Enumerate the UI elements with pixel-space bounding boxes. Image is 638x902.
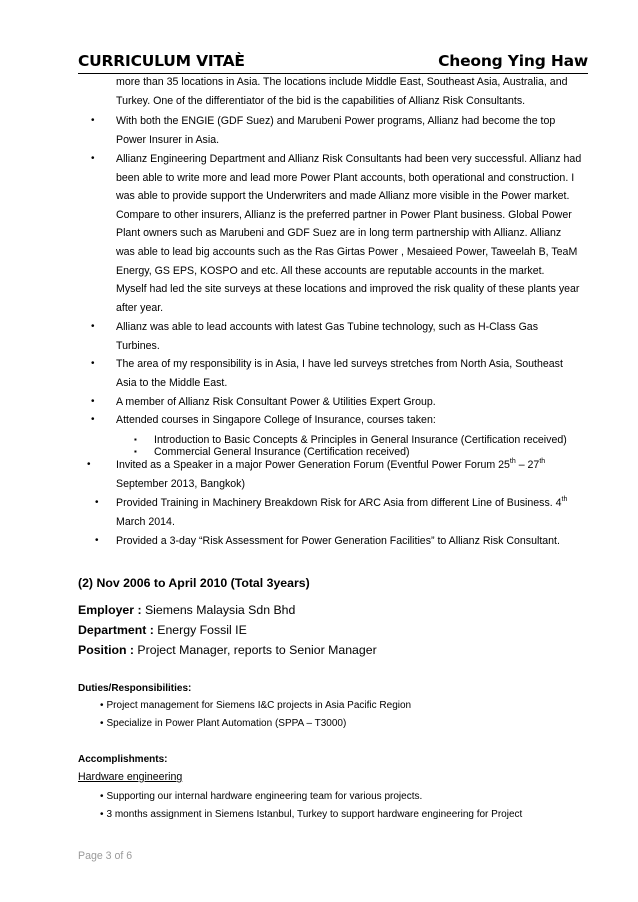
- text-line: September 2013, Bangkok): [116, 477, 245, 490]
- text-line: Compare to other insurers, Allianz is the preferred partner in Power Plant business. Global Power: [116, 208, 572, 221]
- bullet-allianz-engineering: [116, 150, 594, 317]
- bullet-icon: •: [100, 718, 104, 729]
- bullet-workshop: [116, 532, 594, 551]
- page-header: [78, 51, 588, 74]
- square-bullet-icon: ▪: [134, 447, 137, 456]
- text-line: Power Insurer in Asia.: [116, 133, 220, 146]
- text-line: been able to write more and lead more Power Plant accounts, both operational and construction. I: [116, 171, 575, 184]
- accomplishments-heading: Accomplishments:: [78, 754, 168, 765]
- duty-item: • Project management for Siemens I&C projects in Asia Pacific Region: [100, 700, 412, 711]
- text-line: A member of Allianz Risk Consultant Power & Utilities Expert Group.: [116, 396, 436, 408]
- text-line: Attended courses in Singapore College of Insurance, courses taken:: [116, 414, 436, 426]
- continued-paragraph: [116, 73, 594, 110]
- text-line: Provided a 3-day “Risk Assessment for Power Generation Facilities” to Allianz Risk Consultant.: [116, 535, 560, 547]
- hardware-heading: Hardware engineering: [78, 771, 183, 783]
- bullet-speaker: [116, 456, 594, 493]
- bullet-icon: •: [91, 115, 95, 126]
- department-field: Department : Energy Fossil IE: [78, 623, 247, 637]
- text-line: With both the ENGIE (GDF Suez) and Marubeni Power programs, Allianz had become the top: [116, 115, 556, 127]
- job-title: (2) Nov 2006 to April 2010 (Total 3years): [78, 576, 310, 590]
- course-item: Commercial General Insurance (Certification received): [154, 446, 410, 458]
- text-line: was able to provide support the Underwriters and made Allianz more visible in the Power market.: [116, 190, 570, 203]
- square-bullet-icon: ▪: [134, 435, 137, 444]
- position-field: Position : Project Manager, reports to Senior Manager: [78, 643, 377, 657]
- bullet-icon: •: [100, 700, 104, 711]
- bullet-engie: [116, 112, 594, 149]
- bullet-icon: •: [87, 459, 91, 470]
- text-line: Asia to the Middle East.: [116, 376, 228, 389]
- bullet-icon: •: [91, 321, 95, 332]
- text-line: Invited as a Speaker in a major Power Generation Forum (Eventful Power Forum 25th – 27th: [116, 458, 546, 471]
- course-item: Introduction to Basic Concepts & Principles in General Insurance (Certification received): [154, 434, 567, 446]
- bullet-icon: •: [91, 396, 95, 407]
- text-line: Turkey. One of the differentiator of the bid is the capabilities of Allianz Risk Consultants.: [116, 94, 526, 107]
- text-line: was able to lead big accounts such as the Ras Girtas Power , Mesaieed Power, Taweelah B, TeaM: [116, 245, 578, 258]
- bullet-icon: •: [100, 791, 104, 802]
- bullet-icon: •: [91, 153, 95, 164]
- duty-item: • Specialize in Power Plant Automation (SPPA – T3000): [100, 718, 347, 729]
- text-line: after year.: [116, 301, 164, 314]
- text-line: Allianz Engineering Department and Allianz Risk Consultants had been very successful. Allianz had: [116, 153, 582, 165]
- bullet-icon: •: [95, 535, 99, 546]
- text-line: The area of my responsibility is in Asia, I have led surveys stretches from North Asia, Southeast: [116, 358, 563, 370]
- bullet-gas-turbine: [116, 318, 594, 355]
- bullet-icon: •: [100, 809, 104, 820]
- bullet-training: [116, 494, 594, 531]
- bullet-icon: •: [95, 497, 99, 508]
- header-title: CURRICULUM VITAÈ: [78, 52, 245, 70]
- text-line: Energy, GS EPS, KOSPO and etc. All these accounts are reputable accounts in the market.: [116, 264, 545, 277]
- text-line: March 2014.: [116, 515, 175, 528]
- bullet-courses: [116, 411, 594, 430]
- bullet-icon: •: [91, 358, 95, 369]
- header-name: Cheong Ying Haw: [438, 52, 588, 70]
- text-line: Myself had led the site surveys at these locations and improved the risk quality of these plants year: [116, 283, 580, 296]
- bullet-expert-group: [116, 393, 594, 412]
- employer-field: Employer : Siemens Malaysia Sdn Bhd: [78, 603, 296, 617]
- text-line: Allianz was able to lead accounts with latest Gas Tubine technology, such as H-Class Gas: [116, 321, 539, 333]
- hardware-item: • Supporting our internal hardware engineering team for various projects.: [100, 791, 423, 802]
- text-line: Provided Training in Machinery Breakdown Risk for ARC Asia from different Line of Business. 4th: [116, 496, 568, 509]
- hardware-item: • 3 months assignment in Siemens Istanbul, Turkey to support hardware engineering for Project: [100, 809, 523, 820]
- text-line: more than 35 locations in Asia. The locations include Middle East, Southeast Asia, Australia, and: [116, 76, 568, 88]
- bullet-responsibility-area: [116, 355, 594, 392]
- bullet-icon: •: [91, 414, 95, 425]
- text-line: Plant owners such as Marubeni and GDF Suez are in long term partnership with Allianz. Allianz: [116, 227, 562, 240]
- page-number: Page 3 of 6: [78, 850, 133, 862]
- text-line: Turbines.: [116, 339, 160, 352]
- duties-heading: Duties/Responsibilities:: [78, 683, 192, 694]
